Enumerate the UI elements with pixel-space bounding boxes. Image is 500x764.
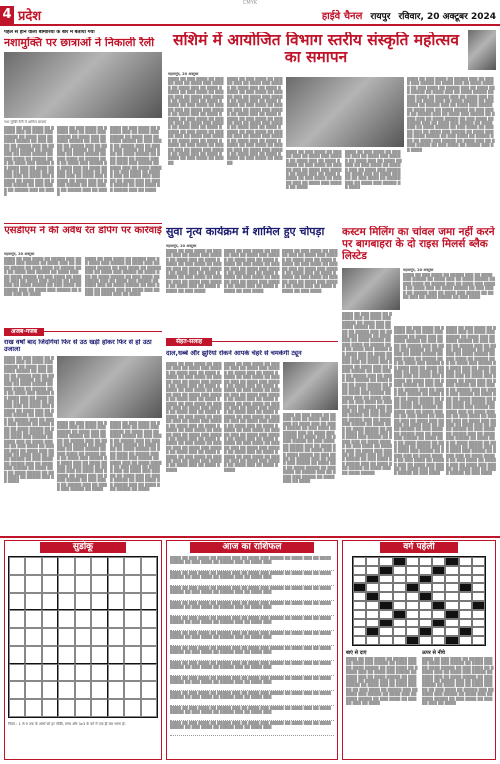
crossword-cell xyxy=(445,627,458,636)
sudoku-rules: नियम : 1 से 9 तक के अंकों को हर पंक्ति, स्तंभ और 3x3 के वर्ग में एक ही बार भरना है। xyxy=(8,722,126,726)
crossword-cell xyxy=(472,636,485,645)
divider xyxy=(44,331,162,332)
crossword-cell xyxy=(379,627,392,636)
sudoku-cell xyxy=(124,646,140,664)
sudoku-cell xyxy=(91,699,107,717)
masthead xyxy=(0,6,500,26)
crossword-cell xyxy=(353,601,366,610)
crossword-cell xyxy=(419,583,432,592)
down-clues: ████ ██ ███ ████ ██ █████ ███ ██ ████ ███ █████ ██ ████ ███ ██ ████ █████ ██ ███ ████ ██ █████ ███ ██ ████ ███ █████ ██ ████ ███ ██ ████ █████ ██ ███ ████ ██ █████ ███ ██ ████ ███ █████ ██ ████ ███ ██ ████ █████ ██ ███ ████ ██ █████ ███ ██ ████ ███ █████ ██ ████ ███ ██ ████ █████ ██ ███ ████ ██ █████ ███ ██ ████ xyxy=(422,657,494,706)
sudoku-cell xyxy=(141,610,157,628)
crossword-cell xyxy=(366,575,379,584)
crossword-cell xyxy=(459,610,472,619)
crossword-cell xyxy=(393,557,406,566)
crossword-cell xyxy=(393,627,406,636)
sudoku-cell xyxy=(141,593,157,611)
story2-body-col3: ████ ██ ███ ████ ██ █████ ███ ██ ████ ███ █████ ██ ████ ███ ██ ████ █████ ██ ███ ████ ██ █████ ███ ██ ████ ███ █████ ██ ████ ███ ██ ████ █████ ██ ███ ████ ██ █████ ███ ██ ████ ███ █████ ██ ████ xyxy=(286,150,342,190)
crossword-cell xyxy=(459,619,472,628)
crossword-cell xyxy=(472,627,485,636)
crossword-title: वर्ग पहेली xyxy=(380,542,458,553)
crossword-cell xyxy=(472,575,485,584)
sudoku-cell xyxy=(42,575,58,593)
sudoku-cell xyxy=(124,628,140,646)
crossword-cell xyxy=(406,601,419,610)
story1-photo xyxy=(4,52,162,118)
story3-body-col2: ████ ██ ███ ████ ██ █████ ███ ██ ████ ███ █████ ██ ████ ███ ██ ████ █████ ██ ███ ████ ██ █████ ███ ██ ████ ███ █████ ██ ████ ███ ██ ████ █████ ██ ███ ████ ██ █████ ███ ██ ████ ███ █████ ██ ████ ███ ██ ████ █████ ██ ███ ████ ██ █████ ███ ██ ████ ███ █████ ██ ████ ███ ██ ████ xyxy=(85,257,161,297)
sudoku-cell xyxy=(25,664,41,682)
crossword-cell xyxy=(419,575,432,584)
story6-section-tag: अजब-गजब xyxy=(4,328,44,336)
crossword-cell xyxy=(445,583,458,592)
sudoku-cell xyxy=(124,593,140,611)
sudoku-cell xyxy=(141,575,157,593)
sudoku-cell xyxy=(124,557,140,575)
sudoku-cell xyxy=(25,628,41,646)
crossword-cell xyxy=(432,566,445,575)
sudoku-cell xyxy=(141,557,157,575)
sudoku-cell xyxy=(9,628,25,646)
crossword-cell xyxy=(472,619,485,628)
sudoku-cell xyxy=(141,699,157,717)
across-clues: ████ ██ ███ ████ ██ █████ ███ ██ ████ ███ █████ ██ ████ ███ ██ ████ █████ ██ ███ ████ ██ █████ ███ ██ ████ ███ █████ ██ ████ ███ ██ ████ █████ ██ ███ ████ ██ █████ ███ ██ ████ ███ █████ ██ ████ ███ ██ ████ █████ ██ ███ ████ ██ █████ ███ ██ ████ ███ █████ ██ ████ ███ ██ ████ █████ ██ ███ ████ ██ █████ ███ ██ ████ xyxy=(346,657,418,706)
crossword-cell xyxy=(419,619,432,628)
sudoku-cell xyxy=(42,699,58,717)
sudoku-cell xyxy=(124,664,140,682)
crossword-cell xyxy=(366,619,379,628)
sudoku-cell xyxy=(42,646,58,664)
crossword-cell xyxy=(353,566,366,575)
crossword-cell xyxy=(406,627,419,636)
crossword-cell xyxy=(406,575,419,584)
crossword-cell xyxy=(432,583,445,592)
crossword-cell xyxy=(353,627,366,636)
down-title: ऊपर से नीचे xyxy=(422,650,445,656)
crossword-cell xyxy=(353,557,366,566)
sudoku-cell xyxy=(25,575,41,593)
story7-body-col3: ████ ██ ███ ████ ██ █████ ███ ██ ████ ███ █████ ██ ████ ███ ██ ████ █████ ██ ███ ████ ██ █████ ███ ██ ████ ███ █████ ██ ████ ███ ██ ████ █████ ██ ███ ████ ██ █████ ███ ██ ████ ███ █████ ██ ████ ███ ██ ████ █████ ██ ███ ████ ██ █████ ███ ██ ████ ███ █████ ██ ████ ███ ██ ████ █████ ██ ███ ████ ██ █████ ███ ██ ████ ███ █████ ██ ████ ███ ██ ████ xyxy=(283,413,336,484)
sudoku-cell xyxy=(75,557,91,575)
crossword-cell xyxy=(393,636,406,645)
paper-name: हाईवे चैनल xyxy=(321,11,363,22)
divider xyxy=(0,536,500,538)
crossword-cell xyxy=(353,575,366,584)
sudoku-cell xyxy=(91,557,107,575)
sudoku-cell xyxy=(75,699,91,717)
story7-body-col1: ████ ██ ███ ████ ██ █████ ███ ██ ████ ███ █████ ██ ████ ███ ██ ████ █████ ██ ███ ████ ██ █████ ███ ██ ████ ███ █████ ██ ████ ███ ██ ████ █████ ██ ███ ████ ██ █████ ███ ██ ████ ███ █████ ██ ████ ███ ██ ████ █████ ██ ███ ████ ██ █████ ███ ██ ████ ███ █████ ██ ████ ███ ██ ████ █████ ██ ███ ████ ██ █████ ███ ██ ████ ███ █████ ██ ████ ███ ██ ████ █████ ██ ███ ████ ██ █████ ███ ██ ████ ███ █████ ██ ████ ███ ██ ████ █████ ██ ███ ████ ██ █████ ███ ██ ████ ███ █████ ██ ████ ███ ██ ████ █████ ██ ███ ████ ██ █████ ███ ██ ████ ███ █████ ██ ████ ███ ██ ████ █████ xyxy=(166,362,222,472)
crossword-cell xyxy=(379,557,392,566)
print-color-strip: CMYK xyxy=(242,0,258,6)
story4-body-col3: ████ ██ ███ ████ ██ █████ ███ ██ ████ ███ █████ ██ ████ ███ ██ ████ █████ ██ ███ ████ ██ █████ ███ ██ ████ ███ █████ ██ ████ ███ ██ ████ █████ ██ ███ ████ ██ █████ ███ ██ ████ ███ █████ ██ ████ ███ ██ ████ █████ ██ ███ ████ xyxy=(282,249,338,293)
sudoku-cell xyxy=(124,610,140,628)
crossword-cell xyxy=(419,610,432,619)
story6-body-col2: ████ ██ ███ ████ ██ █████ ███ ██ ████ ███ █████ ██ ████ ███ ██ ████ █████ ██ ███ ████ ██ █████ ███ ██ ████ ███ █████ ██ ████ ███ ██ ████ █████ ██ ███ ████ ██ █████ ███ ██ ████ ███ █████ ██ ████ ███ ██ ████ █████ ██ ███ ████ ██ █████ ███ ██ ████ ███ █████ ██ ████ ███ ██ ████ █████ ██ ███ ████ ██ █████ ███ ██ ████ ███ █████ ██ ████ xyxy=(57,421,107,492)
crossword-cell xyxy=(472,583,485,592)
story1-kicker: पहले से होने वाली बीमारियों के बारे में बताया गया xyxy=(4,30,95,35)
sudoku-cell xyxy=(75,681,91,699)
crossword-cell xyxy=(379,619,392,628)
sudoku-cell xyxy=(58,557,74,575)
sudoku-cell xyxy=(108,610,124,628)
story6-photo xyxy=(57,356,162,418)
crossword-cell xyxy=(459,557,472,566)
crossword-cell xyxy=(472,610,485,619)
sudoku-cell xyxy=(42,664,58,682)
crossword-cell xyxy=(366,557,379,566)
sudoku-cell xyxy=(25,557,41,575)
crossword-cell xyxy=(406,566,419,575)
sudoku-cell xyxy=(141,664,157,682)
crossword-cell xyxy=(393,583,406,592)
sudoku-cell xyxy=(108,681,124,699)
crossword-cell xyxy=(393,601,406,610)
crossword-cell xyxy=(459,583,472,592)
sudoku-cell xyxy=(108,593,124,611)
crossword-cell xyxy=(406,610,419,619)
crossword-cell xyxy=(432,592,445,601)
story5-headline: कस्टम मिलिंग का चांवल जमा नहीं करने पर बागबाहरा के दो राइस मिलर्स ब्लैक लिस्टेड xyxy=(342,226,495,262)
crossword-cell xyxy=(379,583,392,592)
sudoku-cell xyxy=(9,575,25,593)
sudoku-grid xyxy=(8,556,158,718)
crossword-cell xyxy=(459,636,472,645)
crossword-cell xyxy=(379,575,392,584)
sudoku-cell xyxy=(108,557,124,575)
sudoku-cell xyxy=(42,557,58,575)
crossword-cell xyxy=(459,592,472,601)
crossword-cell xyxy=(419,601,432,610)
story3-body-col1: ████ ██ ███ ████ ██ █████ ███ ██ ████ ███ █████ ██ ████ ███ ██ ████ █████ ██ ███ ████ ██ █████ ███ ██ ████ ███ █████ ██ ████ ███ ██ ████ █████ ██ ███ ████ ██ █████ ███ ██ ████ ███ █████ ██ ████ ███ ██ ████ █████ ██ ███ ████ ██ █████ ███ ██ ████ ███ █████ ██ ████ ███ ██ ████ xyxy=(4,257,82,297)
story6-body-col1: ████ ██ ███ ████ ██ █████ ███ ██ ████ ███ █████ ██ ████ ███ ██ ████ █████ ██ ███ ████ ██ █████ ███ ██ ████ ███ █████ ██ ████ ███ ██ ████ █████ ██ ███ ████ ██ █████ ███ ██ ████ ███ █████ ██ ████ ███ ██ ████ █████ ██ ███ ████ ██ █████ ███ ██ ████ ███ █████ ██ ████ ███ ██ ████ █████ ██ ███ ████ ██ █████ ███ ██ ████ ███ █████ ██ ████ ███ ██ ████ █████ ██ ███ ████ ██ █████ ███ ██ ████ ███ █████ ██ ████ ███ ██ ████ █████ ██ ███ ████ ██ █████ ███ ██ ████ ███ █████ ██ ████ ███ ██ ████ █████ ██ ███ ████ ██ █████ ███ ██ ████ ███ █████ ██ ████ ███ ██ ████ █████ ██ ███ ████ ██ █████ ███ ██ ████ xyxy=(4,356,54,484)
crossword-cell xyxy=(419,592,432,601)
crossword-cell xyxy=(432,610,445,619)
crossword-cell xyxy=(406,636,419,645)
crossword-cell xyxy=(393,619,406,628)
story4-body-col1: ████ ██ ███ ████ ██ █████ ███ ██ ████ ███ █████ ██ ████ ███ ██ ████ █████ ██ ███ ████ ██ █████ ███ ██ ████ ███ █████ ██ ████ ███ ██ ████ █████ ██ ███ ████ ██ █████ ███ ██ ████ ███ █████ ██ ████ ███ ██ ████ █████ ██ ███ ████ xyxy=(166,249,222,293)
crossword-cell xyxy=(445,575,458,584)
crossword-cell xyxy=(393,566,406,575)
sudoku-cell xyxy=(91,575,107,593)
story4-headline: सुवा नृत्य कार्यक्रम में शामिल हुए चोपड़ा xyxy=(166,226,325,238)
sudoku-cell xyxy=(9,646,25,664)
sudoku-cell xyxy=(58,646,74,664)
crossword-cell xyxy=(366,592,379,601)
crossword-cell xyxy=(472,592,485,601)
sudoku-cell xyxy=(124,699,140,717)
sudoku-cell xyxy=(25,646,41,664)
crossword-cell xyxy=(406,619,419,628)
story1-headline: नशामुक्ति पर छात्राओं ने निकाली रैली xyxy=(4,37,155,49)
crossword-cell xyxy=(445,619,458,628)
sudoku-cell xyxy=(108,575,124,593)
story1-body-col2: ████ ██ ███ ████ ██ █████ ███ ██ ████ ███ █████ ██ ████ ███ ██ ████ █████ ██ ███ ████ ██ █████ ███ ██ ████ ███ █████ ██ ████ ███ ██ ████ █████ ██ ███ ████ ██ █████ ███ ██ ████ ███ █████ ██ ████ ███ ██ ████ █████ ██ ███ ████ ██ █████ ███ ██ ████ ███ █████ ██ ████ ███ ██ ████ █████ ██ ███ ████ ██ █████ ███ ██ ████ xyxy=(57,126,107,197)
sudoku-cell xyxy=(75,610,91,628)
crossword-cell xyxy=(366,636,379,645)
sudoku-cell xyxy=(9,557,25,575)
sudoku-cell xyxy=(108,699,124,717)
crossword-cell xyxy=(432,557,445,566)
crossword-cell xyxy=(419,566,432,575)
section-name: प्रदेश xyxy=(18,9,42,24)
story2-dateline: महासमुंद, 20 अक्टूबर xyxy=(168,72,199,76)
city-name: रायपुर xyxy=(370,11,391,22)
story2-photo xyxy=(286,77,404,147)
story5-dateline: महासमुंद, 20 अक्टूबर xyxy=(403,268,434,272)
story6-headline: राख वर्षों बाद जिंदगियां फिर से उठ खड़ी होकर फिर से हो उठा उजाला xyxy=(4,339,152,353)
story5-body-col2: ████ ██ ███ ████ ██ █████ ███ ██ ████ ███ █████ ██ ████ ███ ██ ████ █████ ██ ███ ████ ██ █████ ███ ██ ████ ███ █████ ██ ████ ███ ██ ████ █████ ██ ███ ████ ██ █████ ███ ██ ████ ███ █████ ██ ████ ███ ██ ████ █████ ██ ███ ████ ██ █████ ███ ██ ████ ███ █████ ██ ████ ███ ██ ████ █████ ██ ███ ████ ██ █████ ███ ██ ████ ███ █████ ██ ████ ███ ██ ████ █████ ██ ███ ████ ██ █████ ███ ██ ████ ███ █████ ██ ████ ███ ██ ████ █████ ██ ███ ████ ██ █████ ███ ██ ████ ███ █████ ██ ████ ███ ██ ████ █████ ██ ███ ████ ██ █████ ███ ██ ████ ███ █████ ██ ████ ███ ██ ████ █████ ██ ███ ████ ██ █████ ███ ██ ████ ███ █████ ██ ████ ███ ██ ████ █████ ██ ███ ████ ██ █████ ███ ██ ████ ███ █████ ██ ████ ███ ██ ████ █████ ██ ███ ████ xyxy=(394,326,444,476)
crossword-cell xyxy=(419,627,432,636)
crossword-cell xyxy=(445,610,458,619)
crossword-cell xyxy=(419,636,432,645)
sudoku-cell xyxy=(58,628,74,646)
sudoku-cell xyxy=(58,699,74,717)
story4-dateline: महासमुंद, 20 अक्टूबर xyxy=(166,244,197,248)
sudoku-cell xyxy=(91,610,107,628)
sudoku-cell xyxy=(42,681,58,699)
sudoku-cell xyxy=(91,646,107,664)
sudoku-cell xyxy=(25,593,41,611)
sudoku-cell xyxy=(141,646,157,664)
divider xyxy=(4,223,162,224)
story6-body-col3: ████ ██ ███ ████ ██ █████ ███ ██ ████ ███ █████ ██ ████ ███ ██ ████ █████ ██ ███ ████ ██ █████ ███ ██ ████ ███ █████ ██ ████ ███ ██ ████ █████ ██ ███ ████ ██ █████ ███ ██ ████ ███ █████ ██ ████ ███ ██ ████ █████ ██ ███ ████ ██ █████ ███ ██ ████ ███ █████ ██ ████ ███ ██ ████ █████ ██ ███ ████ ██ █████ ███ ██ ████ ███ █████ ██ ████ xyxy=(110,421,162,492)
crossword-cell xyxy=(353,592,366,601)
story5-body-col3: ████ ██ ███ ████ ██ █████ ███ ██ ████ ███ █████ ██ ████ ███ ██ ████ █████ ██ ███ ████ ██ █████ ███ ██ ████ ███ █████ ██ ████ ███ ██ ████ █████ ██ ███ ████ ██ █████ ███ ██ ████ ███ █████ ██ ████ ███ ██ ████ █████ ██ ███ ████ ██ █████ ███ ██ ████ ███ █████ ██ ████ ███ ██ ████ █████ ██ ███ ████ ██ █████ ███ ██ ████ ███ █████ ██ ████ ███ ██ ████ █████ ██ ███ ████ ██ █████ ███ ██ ████ ███ █████ ██ ████ ███ ██ ████ █████ ██ ███ ████ ██ █████ ███ ██ ████ ███ █████ ██ ████ ███ ██ ████ █████ ██ ███ ████ ██ █████ ███ ██ ████ ███ █████ ██ ████ ███ ██ ████ █████ ██ ███ ████ ██ █████ ███ ██ ████ ███ █████ ██ ████ ███ ██ ████ █████ ██ ███ ████ ██ █████ ███ ██ ████ ███ █████ ██ ████ ███ ██ ████ █████ ██ ███ ████ xyxy=(446,326,496,476)
sudoku-cell xyxy=(91,628,107,646)
story2-body-col4: ████ ██ ███ ████ ██ █████ ███ ██ ████ ███ █████ ██ ████ ███ ██ ████ █████ ██ ███ ████ ██ █████ ███ ██ ████ ███ █████ ██ ████ ███ ██ ████ █████ ██ ███ ████ ██ █████ ███ ██ ████ ███ █████ ██ ████ xyxy=(345,150,402,190)
crossword-cell xyxy=(393,592,406,601)
sudoku-cell xyxy=(141,628,157,646)
crossword-cell xyxy=(472,557,485,566)
sudoku-cell xyxy=(75,664,91,682)
sudoku-cell xyxy=(58,664,74,682)
sudoku-cell xyxy=(25,699,41,717)
crossword-cell xyxy=(432,627,445,636)
sudoku-cell xyxy=(91,593,107,611)
crossword-cell xyxy=(445,592,458,601)
crossword-cell xyxy=(379,601,392,610)
crossword-cell xyxy=(432,619,445,628)
sudoku-cell xyxy=(58,681,74,699)
crossword-cell xyxy=(379,566,392,575)
crossword-cell xyxy=(366,601,379,610)
crossword-grid xyxy=(352,556,486,646)
crossword-cell xyxy=(445,566,458,575)
story4-body-col2: ████ ██ ███ ████ ██ █████ ███ ██ ████ ███ █████ ██ ████ ███ ██ ████ █████ ██ ███ ████ ██ █████ ███ ██ ████ ███ █████ ██ ████ ███ ██ ████ █████ ██ ███ ████ ██ █████ ███ ██ ████ ███ █████ ██ ████ ███ ██ ████ █████ ██ ███ ████ xyxy=(224,249,280,293)
crossword-cell xyxy=(445,601,458,610)
crossword-cell xyxy=(432,636,445,645)
crossword-cell xyxy=(379,636,392,645)
crossword-cell xyxy=(366,627,379,636)
crossword-cell xyxy=(432,575,445,584)
sudoku-cell xyxy=(42,593,58,611)
story2-headline: सशिमं में आयोजित विभाग स्तरीय संस्कृति महोत्सव का समापन xyxy=(173,32,459,66)
crossword-cell xyxy=(472,566,485,575)
crossword-cell xyxy=(353,610,366,619)
crossword-cell xyxy=(406,583,419,592)
crossword-cell xyxy=(366,610,379,619)
story2-body-col5: ████ ██ ███ ████ ██ █████ ███ ██ ████ ███ █████ ██ ████ ███ ██ ████ █████ ██ ███ ████ ██ █████ ███ ██ ████ ███ █████ ██ ████ ███ ██ ████ █████ ██ ███ ████ ██ █████ ███ ██ ████ ███ █████ ██ ████ ███ ██ ████ █████ ██ ███ ████ ██ █████ ███ ██ ████ ███ █████ ██ ████ ███ ██ ████ █████ ██ ███ ████ ██ █████ ███ ██ ████ ███ █████ ██ ████ ███ ██ ████ █████ ██ ███ ████ ██ █████ ███ ██ ████ ███ █████ ██ ████ ███ ██ ████ █████ ██ ███ ████ ██ █████ ███ ██ ████ ███ █████ ██ ████ ███ ██ ████ █████ ██ ███ ████ ██ █████ ███ ██ ████ ███ █████ ██ ████ ███ ██ ████ █████ ██ ███ ████ ██ █████ ███ ██ ████ xyxy=(407,77,495,152)
sudoku-cell xyxy=(9,593,25,611)
crossword-cell xyxy=(353,583,366,592)
story5-body-col1: ████ ██ ███ ████ ██ █████ ███ ██ ████ ███ █████ ██ ████ ███ ██ ████ █████ ██ ███ ████ ██ █████ ███ ██ ████ ███ █████ ██ ████ ███ ██ ████ █████ ██ ███ ████ ██ █████ ███ ██ ████ ███ █████ ██ ████ ███ ██ ████ █████ ██ ███ ████ ██ █████ ███ ██ ████ ███ █████ ██ ████ ███ ██ ████ █████ ██ ███ ████ ██ █████ ███ ██ ████ ███ █████ ██ ████ ███ ██ ████ █████ ██ ███ ████ ██ █████ ███ ██ ████ ███ █████ ██ ████ ███ ██ ████ █████ ██ ███ ████ ██ █████ ███ ██ ████ ███ █████ ██ ████ ███ ██ ████ █████ ██ ███ ████ ██ █████ ███ ██ ████ ███ █████ ██ ████ ███ ██ ████ █████ ██ ███ ████ ██ █████ ███ ██ ████ ███ █████ ██ ████ ███ ██ ████ █████ ██ ███ ████ ██ █████ ███ ██ ████ ███ █████ ██ ████ ███ ██ ████ █████ ██ ███ ████ ██ █████ ███ ██ ████ ███ █████ ██ ████ ███ ██ ████ █████ xyxy=(342,312,392,475)
story7-section-tag: सेहत-सलाह xyxy=(166,338,212,346)
crossword-cell xyxy=(406,557,419,566)
sudoku-cell xyxy=(9,681,25,699)
sudoku-cell xyxy=(75,646,91,664)
sudoku-cell xyxy=(108,628,124,646)
sudoku-cell xyxy=(9,610,25,628)
story2-body-col2: ████ ██ ███ ████ ██ █████ ███ ██ ████ ███ █████ ██ ████ ███ ██ ████ █████ ██ ███ ████ ██ █████ ███ ██ ████ ███ █████ ██ ████ ███ ██ ████ █████ ██ ███ ████ ██ █████ ███ ██ ████ ███ █████ ██ ████ ███ ██ ████ █████ ██ ███ ████ ██ █████ ███ ██ ████ ███ █████ ██ ████ ███ ██ ████ █████ ██ ███ ████ ██ █████ ███ ██ ████ ███ █████ ██ ████ ███ ██ ████ █████ ██ ███ ████ ██ █████ ███ ██ ████ ███ █████ ██ ████ ███ ██ ████ █████ ██ ███ ████ ██ █████ xyxy=(227,77,283,165)
crossword-cell xyxy=(472,601,485,610)
story7-body-col2: ████ ██ ███ ████ ██ █████ ███ ██ ████ ███ █████ ██ ████ ███ ██ ████ █████ ██ ███ ████ ██ █████ ███ ██ ████ ███ █████ ██ ████ ███ ██ ████ █████ ██ ███ ████ ██ █████ ███ ██ ████ ███ █████ ██ ████ ███ ██ ████ █████ ██ ███ ████ ██ █████ ███ ██ ████ ███ █████ ██ ████ ███ ██ ████ █████ ██ ███ ████ ██ █████ ███ ██ ████ ███ █████ ██ ████ ███ ██ ████ █████ ██ ███ ████ ██ █████ ███ ██ ████ ███ █████ ██ ████ ███ ██ ████ █████ ██ ███ ████ ██ █████ ███ ██ ████ ███ █████ ██ ████ ███ ██ ████ █████ ██ ███ ████ ██ █████ ███ ██ ████ ███ █████ ██ ████ ███ ██ ████ █████ xyxy=(224,362,280,472)
crossword-cell xyxy=(459,627,472,636)
story7-photo xyxy=(283,362,338,410)
divider xyxy=(212,341,338,342)
crossword-cell xyxy=(445,557,458,566)
crossword-cell xyxy=(379,610,392,619)
crossword-cell xyxy=(393,610,406,619)
sudoku-cell xyxy=(124,575,140,593)
sudoku-cell xyxy=(25,610,41,628)
crossword-cell xyxy=(419,557,432,566)
story3-headline: एसडीएम ने की अवैध रेत डंपिंग पर कार्रवाई xyxy=(4,226,162,236)
crossword-cell xyxy=(353,636,366,645)
sudoku-cell xyxy=(42,610,58,628)
crossword-cell xyxy=(432,601,445,610)
sudoku-cell xyxy=(124,681,140,699)
sudoku-cell xyxy=(91,664,107,682)
sudoku-title: सुडोकू xyxy=(40,542,126,553)
sudoku-cell xyxy=(75,628,91,646)
sudoku-cell xyxy=(141,681,157,699)
sudoku-cell xyxy=(42,628,58,646)
story2-photo-small xyxy=(468,30,496,70)
sudoku-cell xyxy=(25,681,41,699)
sudoku-cell xyxy=(58,593,74,611)
rashifal-title: आज का राशिफल xyxy=(190,542,314,553)
page-number: 4 xyxy=(0,6,14,24)
sudoku-cell xyxy=(91,681,107,699)
story2-body-col1: ████ ██ ███ ████ ██ █████ ███ ██ ████ ███ █████ ██ ████ ███ ██ ████ █████ ██ ███ ████ ██ █████ ███ ██ ████ ███ █████ ██ ████ ███ ██ ████ █████ ██ ███ ████ ██ █████ ███ ██ ████ ███ █████ ██ ████ ███ ██ ████ █████ ██ ███ ████ ██ █████ ███ ██ ████ ███ █████ ██ ████ ███ ██ ████ █████ ██ ███ ████ ██ █████ ███ ██ ████ ███ █████ ██ ████ ███ ██ ████ █████ ██ ███ ████ ██ █████ ███ ██ ████ ███ █████ ██ ████ ███ ██ ████ █████ ██ ███ ████ ██ █████ xyxy=(168,77,224,165)
crossword-cell xyxy=(459,575,472,584)
sudoku-cell xyxy=(108,646,124,664)
across-title: बाएं से दाएं xyxy=(346,650,367,656)
crossword-cell xyxy=(459,601,472,610)
sudoku-cell xyxy=(75,593,91,611)
crossword-cell xyxy=(406,592,419,601)
crossword-cell xyxy=(366,583,379,592)
crossword-cell xyxy=(459,566,472,575)
sudoku-cell xyxy=(9,699,25,717)
story1-photo-caption: नशा मुक्ति रैली में शामिल छात्राएं xyxy=(4,120,47,124)
story5-photo xyxy=(342,268,400,310)
sudoku-cell xyxy=(58,610,74,628)
sudoku-cell xyxy=(75,575,91,593)
crossword-cell xyxy=(445,636,458,645)
story7-headline: दाल,धब्बे और झुर्रियां रोकने आपके चेहरे से चमकेगी ट्यून xyxy=(166,350,302,357)
rashifal-list: ████ ██ ███ ████ ██ █████ ███ ██ ████ ███ █████ ██ ████ ███ ██ ████ █████ ██ ███ ████ ██ █████ ███ ██ ████ ███ ████ ██ ███ ████ ██ █████ ███ ██ ████ ███ █████ ██ ████ ███ ██ ████ █████ ██ ███ ████ ██ █████ ███ ██ ████ ███ ████ ██ ███ ████ ██ █████ ███ ██ ████ ███ █████ ██ ████ ███ ██ ████ █████ ██ ███ ████ ██ █████ ███ ██ ████ ███ ████ ██ ███ ████ ██ █████ ███ ██ ████ ███ █████ ██ ████ ███ ██ ████ █████ ██ ███ ████ ██ █████ ███ ██ ████ ███ ████ ██ ███ ████ ██ █████ ███ ██ ████ ███ █████ ██ ████ ███ ██ ████ █████ ██ ███ ████ ██ █████ ███ ██ ████ ███ ████ ██ ███ ████ ██ █████ ███ ██ ████ ███ █████ ██ ████ ███ ██ ████ █████ ██ ███ ████ ██ █████ ███ ██ ████ ███ ████ ██ ███ ████ ██ █████ ███ ██ ████ ███ █████ ██ ████ ███ ██ ████ █████ ██ ███ ████ ██ █████ ███ ██ ████ ███ ████ ██ ███ ████ ██ █████ ███ ██ ████ ███ █████ ██ ████ ███ ██ ████ █████ ██ ███ ████ ██ █████ ███ ██ ████ ███ ████ ██ ███ ████ ██ █████ ███ ██ ████ ███ █████ ██ ████ ███ ██ ████ █████ ██ ███ ████ ██ █████ ███ ██ ████ ███ ████ ██ ███ ████ ██ █████ ███ ██ ████ ███ █████ ██ ████ ███ ██ ████ █████ ██ ███ ████ ██ █████ ███ ██ ████ ███ ████ ██ ███ ████ ██ █████ ███ ██ ████ ███ █████ ██ ████ ███ ██ ████ █████ ██ ███ ████ ██ █████ ███ ██ ████ ███ ████ ██ ███ ████ ██ █████ ███ ██ ████ ███ █████ ██ ████ ███ ██ ████ █████ ██ ███ ████ ██ █████ ███ ██ ████ ███ xyxy=(170,556,334,758)
issue-date: रविवार, 20 अक्टूबर 2024 xyxy=(398,11,496,22)
story5-body-top: ████ ██ ███ ████ ██ █████ ███ ██ ████ ███ █████ ██ ████ ███ ██ ████ █████ ██ ███ ████ ██ █████ ███ ██ ████ ███ █████ ██ ████ ███ ██ ████ █████ ██ ███ ████ ██ █████ ███ ██ ████ ███ █████ ██ ████ ███ ██ ████ █████ ██ ███ ████ xyxy=(403,273,496,300)
crossword-cell xyxy=(353,619,366,628)
story1-body-col3: ████ ██ ███ ████ ██ █████ ███ ██ ████ ███ █████ ██ ████ ███ ██ ████ █████ ██ ███ ████ ██ █████ ███ ██ ████ ███ █████ ██ ████ ███ ██ ████ █████ ██ ███ ████ ██ █████ ███ ██ ████ ███ █████ ██ ████ ███ ██ ████ █████ ██ ███ ████ ██ █████ ███ ██ ████ ███ █████ ██ ████ ███ ██ ████ █████ ██ ███ ████ ██ █████ ███ ██ ████ xyxy=(110,126,162,192)
sudoku-cell xyxy=(58,575,74,593)
story1-body-col1: ████ ██ ███ ████ ██ █████ ███ ██ ████ ███ █████ ██ ████ ███ ██ ████ █████ ██ ███ ████ ██ █████ ███ ██ ████ ███ █████ ██ ████ ███ ██ ████ █████ ██ ███ ████ ██ █████ ███ ██ ████ ███ █████ ██ ████ ███ ██ ████ █████ ██ ███ ████ ██ █████ ███ ██ ████ ███ █████ ██ ████ ███ ██ ████ █████ ██ ███ ████ ██ █████ ███ ██ ████ xyxy=(4,126,54,197)
story3-dateline: महासमुंद, 20 अक्टूबर xyxy=(4,252,35,256)
crossword-cell xyxy=(379,592,392,601)
crossword-cell xyxy=(393,575,406,584)
crossword-cell xyxy=(366,566,379,575)
sudoku-cell xyxy=(108,664,124,682)
sudoku-cell xyxy=(9,664,25,682)
